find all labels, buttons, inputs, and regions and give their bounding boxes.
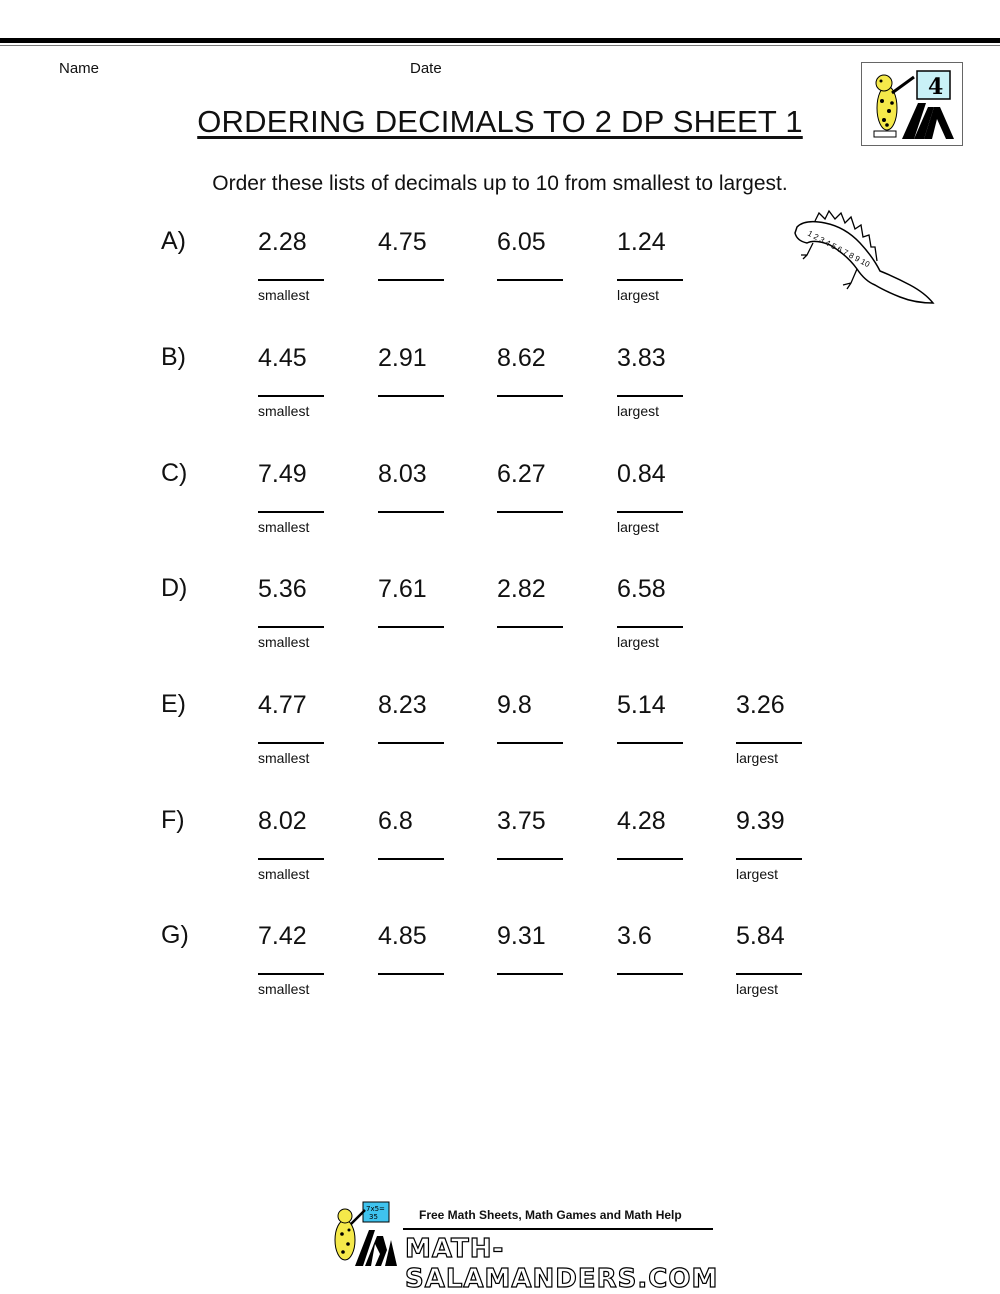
decimal-value: 8.02 [258,807,307,835]
question-label: G) [161,921,189,949]
question-label: F) [161,806,185,834]
decimal-value: 3.26 [736,691,785,719]
decimal-value: 3.83 [617,344,666,372]
answer-blank[interactable] [497,626,563,628]
answer-blank[interactable] [617,395,683,397]
question-label: A) [161,227,186,255]
decimal-value: 0.84 [617,460,666,488]
answer-blank[interactable] [258,626,324,628]
hint-smallest: smallest [258,634,310,650]
hint-largest: largest [617,634,660,650]
decimal-value: 4.28 [617,807,666,835]
page-title: ORDERING DECIMALS TO 2 DP SHEET 1 [197,104,803,139]
decimal-value: 6.58 [617,575,666,603]
answer-blank[interactable] [378,511,444,513]
question-label: C) [161,459,188,487]
top-rule [0,38,1000,43]
answer-blank[interactable] [378,973,444,975]
hint-smallest: smallest [258,403,310,419]
hint-smallest: smallest [258,750,310,766]
answer-blank[interactable] [617,626,683,628]
answer-blank[interactable] [258,395,324,397]
decimal-value: 6.8 [378,807,413,835]
decimal-value: 3.75 [497,807,546,835]
question-row-e [0,690,1000,800]
question-row-c [0,459,1000,569]
question-label: B) [161,343,186,371]
name-label: Name [59,60,100,77]
hint-smallest: smallest [258,287,310,303]
decimal-value: 6.05 [497,228,546,256]
answer-blank[interactable] [617,279,683,281]
answer-blank[interactable] [378,858,444,860]
svg-text:35: 35 [369,1213,378,1221]
answer-blank[interactable] [497,742,563,744]
footer-divider [403,1228,713,1230]
hint-smallest: smallest [258,519,310,535]
decimal-value: 9.8 [497,691,532,719]
decimal-value: 7.42 [258,922,307,950]
answer-blank[interactable] [378,742,444,744]
decimal-value: 8.62 [497,344,546,372]
decimal-value: 5.36 [258,575,307,603]
question-row-d [0,574,1000,684]
question-row-a [0,227,1000,337]
answer-blank[interactable] [378,626,444,628]
decimal-value: 6.27 [497,460,546,488]
decimal-value: 7.61 [378,575,427,603]
answer-blank[interactable] [258,973,324,975]
footer-logo [325,1200,719,1294]
decimal-value: 7.49 [258,460,307,488]
salamander-mascot-icon [325,1200,405,1270]
answer-blank[interactable] [378,395,444,397]
svg-text:7x5=: 7x5= [366,1205,385,1213]
footer-tagline: Free Math Sheets, Math Games and Math Help [419,1208,682,1222]
answer-blank[interactable] [497,279,563,281]
hint-largest: largest [617,287,660,303]
answer-blank[interactable] [736,973,802,975]
answer-blank[interactable] [497,858,563,860]
answer-blank[interactable] [497,395,563,397]
svg-text:1 2 3 4 5 6 7 8 9 10: 1 2 3 4 5 6 7 8 9 10 [806,228,872,270]
answer-blank[interactable] [617,511,683,513]
decimal-value: 5.14 [617,691,666,719]
hint-smallest: smallest [258,866,310,882]
hint-largest: largest [736,981,779,997]
hint-smallest: smallest [258,981,310,997]
answer-blank[interactable] [258,858,324,860]
answer-blank[interactable] [378,279,444,281]
answer-blank[interactable] [736,742,802,744]
answer-blank[interactable] [736,858,802,860]
decimal-value: 1.24 [617,228,666,256]
question-row-f [0,806,1000,916]
decimal-value: 2.28 [258,228,307,256]
question-row-b [0,343,1000,453]
hint-largest: largest [736,750,779,766]
question-label: D) [161,574,188,602]
decimal-value: 8.23 [378,691,427,719]
decimal-value: 4.45 [258,344,307,372]
decimal-value: 9.31 [497,922,546,950]
answer-blank[interactable] [497,973,563,975]
footer-site-name: MATH-SALAMANDERS.COM [405,1234,719,1294]
decimal-value: 4.75 [378,228,427,256]
decimal-value: 9.39 [736,807,785,835]
answer-blank[interactable] [617,973,683,975]
decimal-value: 4.77 [258,691,307,719]
answer-blank[interactable] [258,279,324,281]
date-label: Date [410,60,442,77]
top-rule-thin [0,45,1000,46]
hint-largest: largest [736,866,779,882]
answer-blank[interactable] [617,858,683,860]
decimal-value: 8.03 [378,460,427,488]
decimal-value: 3.6 [617,922,652,950]
question-row-g [0,921,1000,1031]
answer-blank[interactable] [258,511,324,513]
hint-largest: largest [617,519,660,535]
decimal-value: 2.82 [497,575,546,603]
answer-blank[interactable] [497,511,563,513]
decimal-value: 5.84 [736,922,785,950]
svg-text:4: 4 [928,74,944,100]
answer-blank[interactable] [617,742,683,744]
question-label: E) [161,690,186,718]
hint-largest: largest [617,403,660,419]
decimal-value: 2.91 [378,344,427,372]
answer-blank[interactable] [258,742,324,744]
instructions: Order these lists of decimals up to 10 from smallest to largest. [212,172,788,195]
decimal-value: 4.85 [378,922,427,950]
